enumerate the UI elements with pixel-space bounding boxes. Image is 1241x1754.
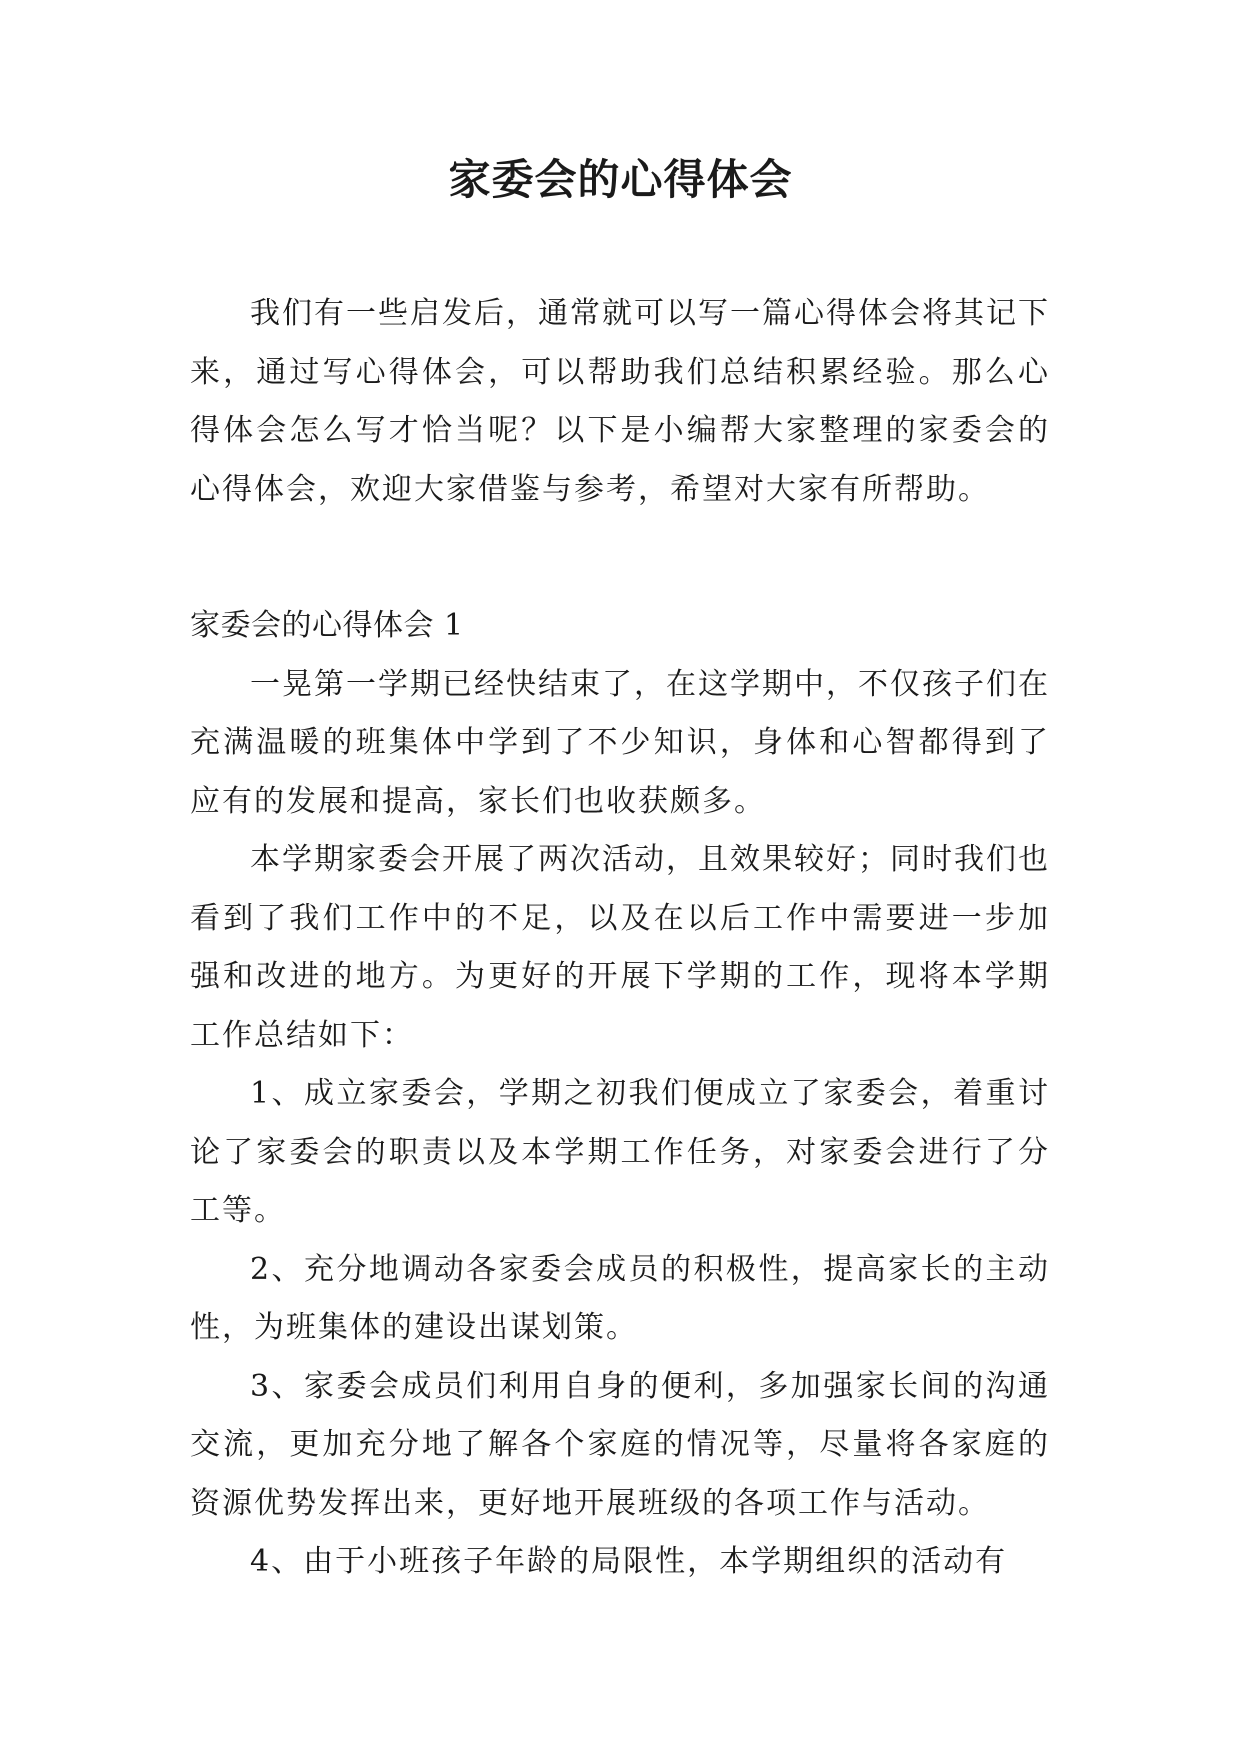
document-body — [190, 285, 1050, 1592]
list-item-2: 2、充分地调动各家委会成员的积极性，提高家长的主动性，为班集体的建设出谋划策。 — [190, 1251, 1050, 1345]
list-item-3: 3、家委会成员们利用自身的便利，多加强家长间的沟通交流，更加充分地了解各个家庭的情况等，尽量将各家庭的资源优势发挥出来，更好地开展班级的各项工作与活动。 — [190, 1368, 1050, 1521]
list-item-1: 1、成立家委会，学期之初我们便成立了家委会，着重讨论了家委会的职责以及本学期工作任务，对家委会进行了分工等。 — [190, 1076, 1050, 1228]
section-heading: 家委会的心得体会 1 — [190, 608, 464, 643]
intro-paragraph: 我们有一些启发后，通常就可以写一篇心得体会将其记下来，通过写心得体会，可以帮助我们总结积累经验。那么心得体会怎么写才恰当呢？以下是小编帮大家整理的家委会的心得体会，欢迎大家借鉴与参考，希望对大家有所帮助。 — [190, 296, 1050, 507]
body-paragraph: 本学期家委会开展了两次活动，且效果较好；同时我们也看到了我们工作中的不足，以及在以后工作中需要进一步加强和改进的地方。为更好的开展下学期的工作，现将本学期工作总结如下： — [190, 842, 1050, 1053]
document-title: 家委会的心得体会 — [448, 155, 793, 204]
body-paragraph: 一晃第一学期已经快结束了，在这学期中，不仅孩子们在充满温暖的班集体中学到了不少知识，身体和心智都得到了应有的发展和提高，家长们也收获颇多。 — [190, 666, 1050, 819]
list-item-4: 4、由于小班孩子年龄的局限性，本学期组织的活动有 — [250, 1544, 1008, 1579]
